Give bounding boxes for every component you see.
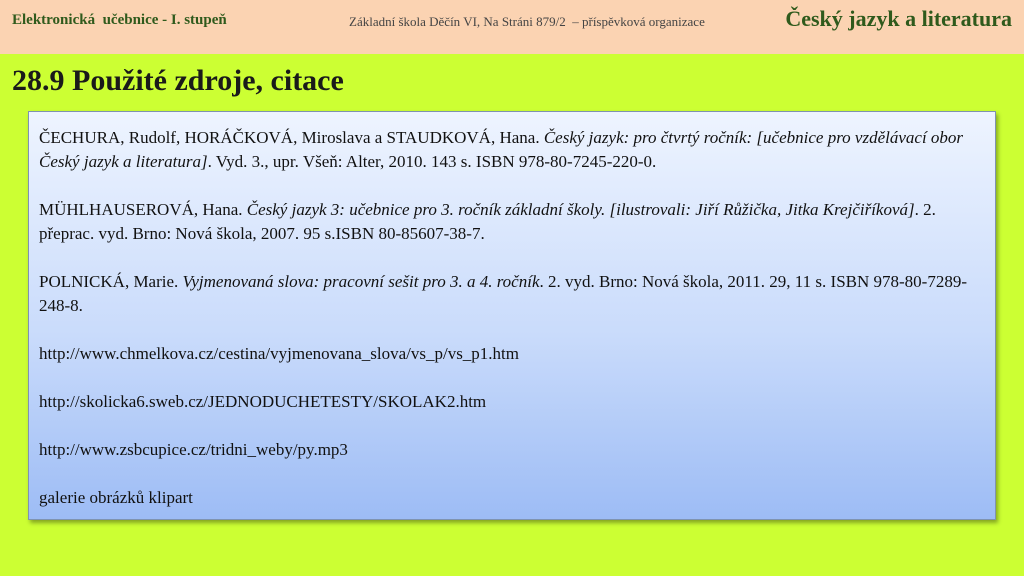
- source-entry: [39, 126, 985, 174]
- header-subject: Český jazyk a literatura: [785, 6, 1012, 31]
- source-link: http://www.zsbcupice.cz/tridni_weby/py.mp3: [39, 440, 348, 459]
- sources-box: [28, 111, 996, 520]
- source-author: MÜHLHAUSEROVÁ, Hana.: [39, 200, 247, 219]
- source-link: http://skolicka6.sweb.cz/JEDNODUCHETESTY/SKOLAK2.htm: [39, 392, 487, 411]
- source-details: . Vyd. 3., upr. Všeň: Alter, 2010. 143 s. ISBN 978-80-7245-220-0.: [207, 152, 657, 171]
- clipart-credit: galerie obrázků klipart: [39, 488, 193, 507]
- source-author: ČECHURA, Rudolf, HORÁČKOVÁ, Miroslava a STAUDKOVÁ, Hana.: [39, 128, 544, 147]
- source-work: Český jazyk: pro čtvrtý ročník: [učebnice pro vzdělávací obor Český jazyk a literatura]: [39, 128, 964, 171]
- source-details: . 2. přeprac. vyd. Brno: Nová škola, 2007. 95 s.ISBN 80-85607-38-7.: [39, 200, 936, 243]
- page-title: 28.9 Použité zdroje, citace: [12, 64, 344, 97]
- source-details: . 2. vyd. Brno: Nová škola, 2011. 29, 11 s. ISBN 978-80-7289-248-8.: [39, 272, 967, 315]
- source-entry: [39, 198, 985, 246]
- source-link: http://www.chmelkova.cz/cestina/vyjmenovana_slova/vs_p/vs_p1.htm: [39, 344, 520, 363]
- source-work: Vyjmenovaná slova: pracovní sešit pro 3. a 4. ročník: [182, 272, 540, 291]
- header-bar: [0, 0, 1024, 54]
- source-work: Český jazyk 3: učebnice pro 3. ročník základní školy. [ilustrovali: Jiří Růžička, Jitka Krejčiříková]: [246, 200, 915, 219]
- header-school-name: Základní škola Děčín VI, Na Stráni 879/2 – příspěvková organizace: [349, 14, 705, 29]
- header-textbook-label: Elektronická učebnice - I. stupeň: [12, 12, 227, 28]
- source-author: POLNICKÁ, Marie.: [39, 272, 183, 291]
- source-entry: [39, 270, 985, 318]
